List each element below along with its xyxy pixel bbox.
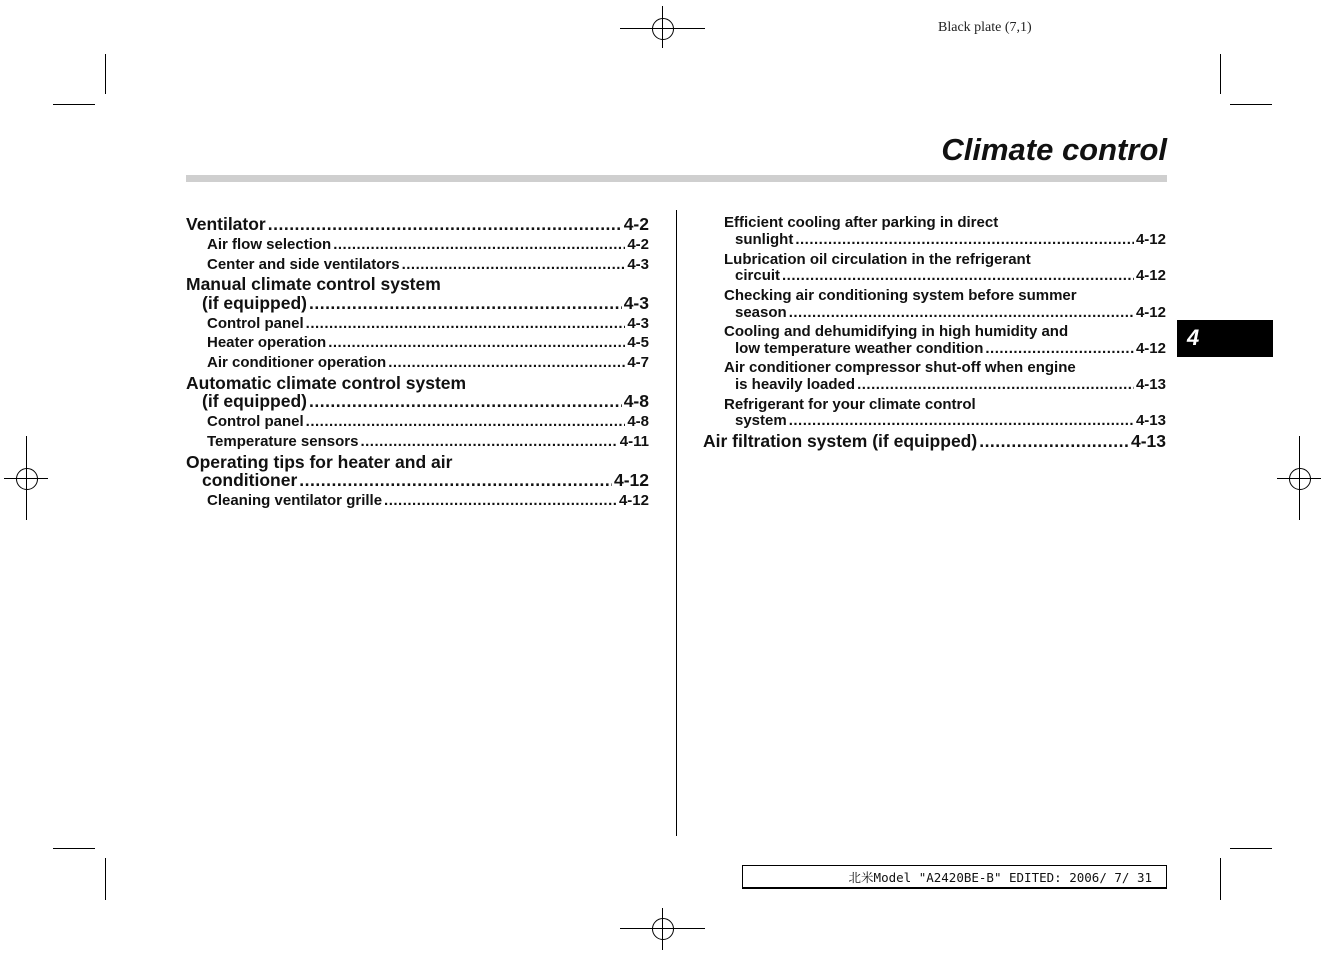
page-number: 4-11: [619, 433, 649, 450]
page-number: 4-13: [1135, 376, 1166, 393]
toc-entry-manual-climate[interactable]: (if equipped) ..... 4-3: [202, 293, 649, 314]
crop-mark: [105, 54, 106, 94]
toc-heading-checking-ac[interactable]: Checking air conditioning system before summer: [724, 287, 1077, 304]
page-number: 4-8: [623, 391, 649, 411]
page-number: 4-12: [1135, 231, 1166, 248]
page-number: 4-12: [618, 492, 649, 509]
toc-entry-ventilator[interactable]: Ventilator ..... 4-2: [186, 214, 649, 235]
toc-entry-automatic-climate[interactable]: (if equipped) ..... 4-8: [202, 391, 649, 412]
page-number: 4-3: [627, 315, 649, 332]
toc-entry-efficient-cooling[interactable]: sunlight ..... 4-12: [735, 231, 1166, 248]
toc-entry-control-panel-manual[interactable]: Control panel ..... 4-3: [207, 315, 649, 332]
crop-mark: [1230, 848, 1272, 849]
page-number: 4-7: [627, 354, 649, 371]
page-number: 4-5: [627, 334, 649, 351]
toc-heading-cooling-dehumidifying[interactable]: Cooling and dehumidifying in high humidity and: [724, 323, 1069, 340]
page-title: Climate control: [941, 132, 1167, 167]
toc-entry-heater-operation[interactable]: Heater operation ..... 4-5: [207, 334, 649, 351]
chapter-tab-number: 4: [1187, 325, 1200, 350]
toc-entry-lubrication-oil[interactable]: circuit ..... 4-12: [735, 267, 1166, 284]
registration-circle: [652, 18, 674, 40]
page-number: 4-2: [627, 236, 649, 253]
toc-entry-air-flow-selection[interactable]: Air flow selection ..... 4-2: [207, 236, 649, 253]
column-divider: [676, 210, 677, 836]
toc-entry-air-filtration[interactable]: Air filtration system (if equipped) ..... 4-13: [703, 431, 1166, 452]
toc-entry-refrigerant[interactable]: system ..... 4-13: [735, 412, 1166, 429]
toc-entry-temperature-sensors[interactable]: Temperature sensors ..... 4-11: [207, 433, 649, 450]
chapter-tab[interactable]: [1177, 320, 1273, 357]
registration-circle: [16, 468, 38, 490]
toc-heading-lubrication-oil[interactable]: Lubrication oil circulation in the refrigerant: [724, 251, 1031, 268]
toc-entry-center-side-ventilators[interactable]: Center and side ventilators ..... 4-3: [207, 256, 649, 273]
title-rule: [186, 175, 1167, 182]
page-number: 4-8: [627, 413, 649, 430]
crop-mark: [53, 848, 95, 849]
page-number: 4-3: [627, 256, 649, 273]
page-number: 4-2: [623, 214, 649, 234]
page-number: 4-12: [613, 470, 649, 490]
toc-entry-control-panel-automatic[interactable]: Control panel ..... 4-8: [207, 413, 649, 430]
toc-heading-refrigerant[interactable]: Refrigerant for your climate control: [724, 396, 976, 413]
page-number: 4-12: [1135, 304, 1166, 321]
footer-text: 北米Model "A2420BE-B" EDITED: 2006/ 7/ 31: [848, 870, 1152, 885]
toc-heading-efficient-cooling[interactable]: Efficient cooling after parking in direct: [724, 214, 999, 231]
toc-heading-operating-tips[interactable]: Operating tips for heater and air: [186, 452, 453, 472]
plate-label: Black plate (7,1): [938, 20, 1032, 35]
toc-heading-automatic-climate[interactable]: Automatic climate control system: [186, 373, 467, 393]
crop-mark: [53, 104, 95, 105]
page-number: 4-12: [1135, 340, 1166, 357]
page-number: 4-13: [1135, 412, 1166, 429]
page-number: 4-13: [1130, 431, 1166, 451]
toc-heading-compressor-shutoff[interactable]: Air conditioner compressor shut-off when engine: [724, 359, 1076, 376]
crop-mark: [1220, 858, 1221, 900]
toc-entry-operating-tips[interactable]: conditioner ..... 4-12: [202, 470, 649, 491]
page-number: 4-12: [1135, 267, 1166, 284]
footer-box: [742, 865, 1167, 889]
registration-circle: [1289, 468, 1311, 490]
toc-entry-cooling-dehumidifying[interactable]: low temperature weather condition ..... 4-12: [735, 340, 1166, 357]
toc-entry-cleaning-ventilator-grille[interactable]: Cleaning ventilator grille ..... 4-12: [207, 492, 649, 509]
crop-mark: [1220, 54, 1221, 94]
toc-entry-checking-ac[interactable]: season ..... 4-12: [735, 304, 1166, 321]
toc-entry-compressor-shutoff[interactable]: is heavily loaded ..... 4-13: [735, 376, 1166, 393]
crop-mark: [105, 858, 106, 900]
page-number: 4-3: [623, 293, 649, 313]
toc-heading-manual-climate[interactable]: Manual climate control system: [186, 274, 441, 294]
toc-entry-air-conditioner-operation[interactable]: Air conditioner operation ..... 4-7: [207, 354, 649, 371]
registration-circle: [652, 918, 674, 940]
crop-mark: [1230, 104, 1272, 105]
